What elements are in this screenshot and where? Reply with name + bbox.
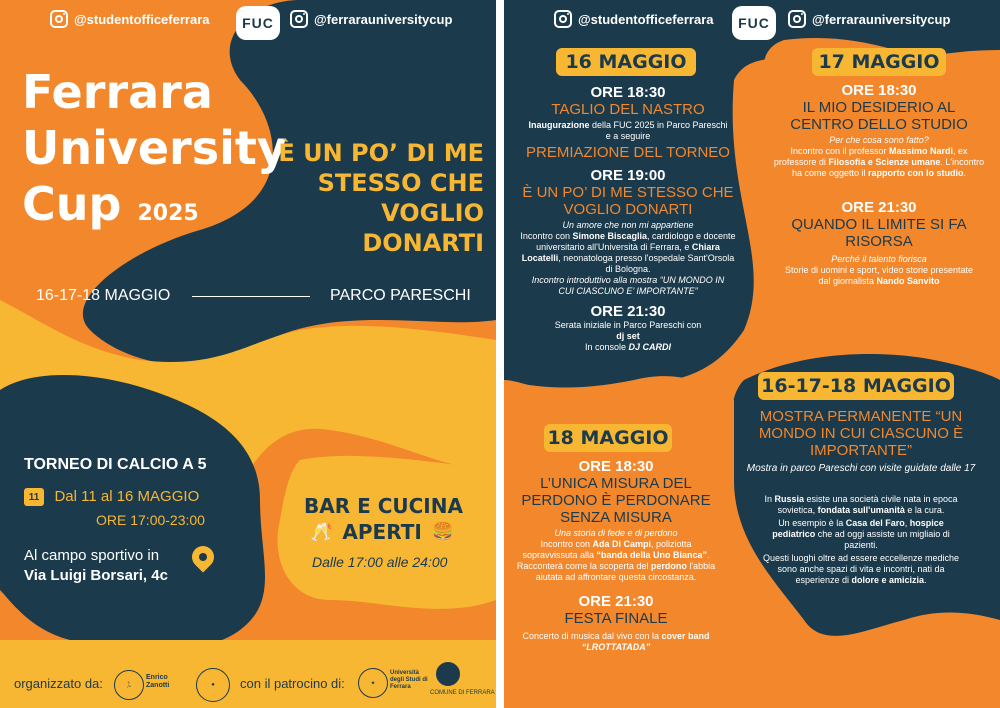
instagram-handle-2[interactable]: [788, 10, 950, 28]
place-line-2: Via Luigi Borsari, 4c: [24, 567, 168, 584]
unife-seal: ✦: [358, 668, 388, 698]
instagram-icon: [290, 10, 308, 28]
day18-title: 18 MAGGIO: [547, 427, 669, 449]
day17-e1-hour: ORE 18:30: [841, 82, 917, 99]
left-poster: [0, 0, 496, 708]
map-pin-icon: [192, 546, 214, 573]
instagram-handle-text: @studentofficeferrara: [74, 11, 210, 27]
day18-e1-sub: Una storia di fede e di perdono: [554, 528, 678, 538]
tournament-date-row: [24, 488, 199, 506]
bar-title: BAR E CUCINA: [304, 494, 463, 518]
day16-e3-dj: dj set: [616, 331, 640, 341]
organized-by: organizzato da:: [14, 676, 103, 691]
instagram-handle-1[interactable]: [554, 10, 713, 28]
bar-open: APERTI: [342, 520, 422, 544]
fuc-logo: FUC: [732, 6, 776, 40]
right-poster: [504, 0, 1000, 708]
runner-logo: 🏃: [114, 670, 144, 700]
day16-e3-hour: ORE 21:30: [590, 303, 666, 320]
tournament-date-range: Dal 11 al 16 MAGGIO: [54, 488, 200, 506]
day16-e2-title: È UN PO’ DI ME STESSO CHE VOGLIO DONARTI: [522, 184, 734, 218]
title-year: 2025: [137, 201, 199, 226]
day16-e1-desc: Inaugurazione della FUC 2025 in Parco Pareschi e a seguire: [528, 120, 728, 141]
exhibit-p3: Questi luoghi oltre ad essere eccellenze mediche sono anche spazi di vita e incontri, nati da esperienze di dolore e amicizia.: [762, 553, 960, 585]
student-office-logo: ●: [196, 668, 230, 702]
exhibit-p2: Un esempio è la Casa del Faro, hospice pediatrico che ad oggi assiste un migliaio di pazienti.: [772, 518, 950, 550]
day17-events: [770, 82, 988, 287]
instagram-icon: [788, 10, 806, 28]
day16-e1-hour: ORE 18:30: [590, 84, 666, 101]
calendar-icon: 11: [24, 488, 44, 506]
day18-e2-hour: ORE 21:30: [578, 593, 654, 610]
comune-logo: [436, 662, 460, 686]
comune-name: COMUNE DI FERRARA: [430, 690, 495, 696]
instagram-handle-text: @studentofficeferrara: [578, 11, 714, 27]
event-title: [22, 64, 287, 242]
exhibit-body: [738, 408, 984, 586]
day16-e2-hour: ORE 19:00: [590, 167, 666, 184]
panel-divider: [496, 0, 504, 708]
day16-e2-sub: Un amore che non mi appartiene: [562, 220, 694, 230]
day17-e1-title: IL MIO DESIDERIO AL CENTRO DELLO STUDIO: [790, 99, 968, 133]
instagram-handle-1[interactable]: [50, 10, 209, 28]
day17-e2-title: QUANDO IL LIMITE SI FA RISORSA: [791, 216, 967, 250]
day17-e1-sub: Per che cosa sono fatto?: [829, 135, 929, 145]
bar-hours: Dalle 17:00 alle 24:00: [312, 554, 448, 570]
day17-e2-sub: Perché il talento fiorisca: [831, 254, 927, 264]
day17-e2-desc: Storie di uomini e sport, video storie presentate dal giornalista Nando Sanvito: [784, 265, 974, 286]
day16-title: 16 MAGGIO: [565, 51, 687, 73]
event-dates: 16-17-18 MAGGIO: [36, 287, 171, 304]
tournament-hours: ORE 17:00-23:00: [96, 512, 205, 528]
instagram-icon: [554, 10, 572, 28]
day17-e1-desc: Incontro con il professor Massimo Nardi, ex professore di Filosofia e Scienze umane. L'incontro ha come oggetto il rapporto con lo studio.: [773, 146, 985, 178]
day17-title: 17 MAGGIO: [818, 51, 940, 73]
day16-e2-desc: Incontro con Simone Biscaglia, cardiologo e docente universitario all'Università di Ferrara, e Chiara Locatelli, neonatologa presso l'ospedale Sant'Orsola di Bologna.: [520, 231, 736, 274]
exhibit-title: 16-17-18 MAGGIO: [761, 375, 951, 397]
place-line-1: Al campo sportivo in: [24, 547, 160, 564]
enrico-zanotti-logo: Enrico Zanotti: [146, 674, 170, 689]
day18-e2-title: FESTA FINALE: [564, 610, 668, 627]
instagram-icon: [50, 10, 68, 28]
bar-status-row: [310, 520, 454, 544]
day18-e2-desc: Concerto di musica dal vivo con la cover band: [522, 631, 710, 641]
instagram-handle-2[interactable]: [290, 10, 452, 28]
tagline: È UN PO’ DI ME STESSO CHE VOGLIO DONARTI: [278, 139, 484, 257]
day16-e3-console: In console DJ CARDI: [584, 342, 672, 352]
title-line-2: University: [22, 121, 287, 175]
tournament-place: [24, 546, 168, 586]
exhibit-note: Mostra in parco Pareschi con visite guidate dalle 17: [746, 463, 976, 474]
unife-name: Università degli Studi di Ferrara: [390, 670, 428, 690]
day18-e1-title: L’UNICA MISURA DEL PERDONO È PERDONARE SENZA MISURA: [521, 475, 711, 526]
day18-e2-band: “LROTTATADA”: [581, 642, 651, 652]
title-line-3: Cup: [22, 177, 122, 231]
day17-e2-hour: ORE 21:30: [841, 199, 917, 216]
day18-e1-hour: ORE 18:30: [578, 458, 654, 475]
divider-line: [192, 296, 310, 297]
exhibit-p1: In Russia esiste una società civile nata in epoca sovietica, fondata sull'umanità e la cura.: [764, 494, 958, 515]
day16-e1-title: TAGLIO DEL NASTRO: [551, 101, 705, 118]
day18-events: [516, 458, 716, 653]
day16-e1-title2: PREMIAZIONE DEL TORNEO: [526, 144, 730, 161]
fuc-logo: FUC: [236, 6, 280, 40]
instagram-handle-text: @ferrarauniversitycup: [812, 11, 951, 27]
instagram-handle-text: @ferrarauniversitycup: [314, 11, 453, 27]
patronage-label: con il patrocino di:: [240, 676, 345, 691]
day18-e1-desc: Incontro con Ada Di Campi, poliziotta sopravvissuta alla “banda della Uno Bianca”. Racconterà come la scoperta del perdono l'abbia aiutata ad affrontare questa circostanza.: [516, 539, 716, 582]
cheers-icon: 🥂: [310, 521, 333, 542]
exhibit-subtitle: MOSTRA PERMANENTE “UN MONDO IN CUI CIASCUNO È IMPORTANTE”: [758, 408, 964, 459]
tournament-title: TORNEO DI CALCIO A 5: [24, 456, 207, 473]
day16-e2-intro: Incontro introduttivo alla mostra “UN MONDO IN CUI CIASCUNO E’ IMPORTANTE”: [531, 275, 725, 296]
day16-events: [510, 84, 746, 353]
event-venue: PARCO PARESCHI: [330, 287, 471, 304]
day16-e3-desc: Serata iniziale in Parco Pareschi con: [554, 320, 702, 330]
title-line-1: Ferrara: [22, 65, 213, 119]
burger-icon: 🍔: [431, 521, 455, 542]
